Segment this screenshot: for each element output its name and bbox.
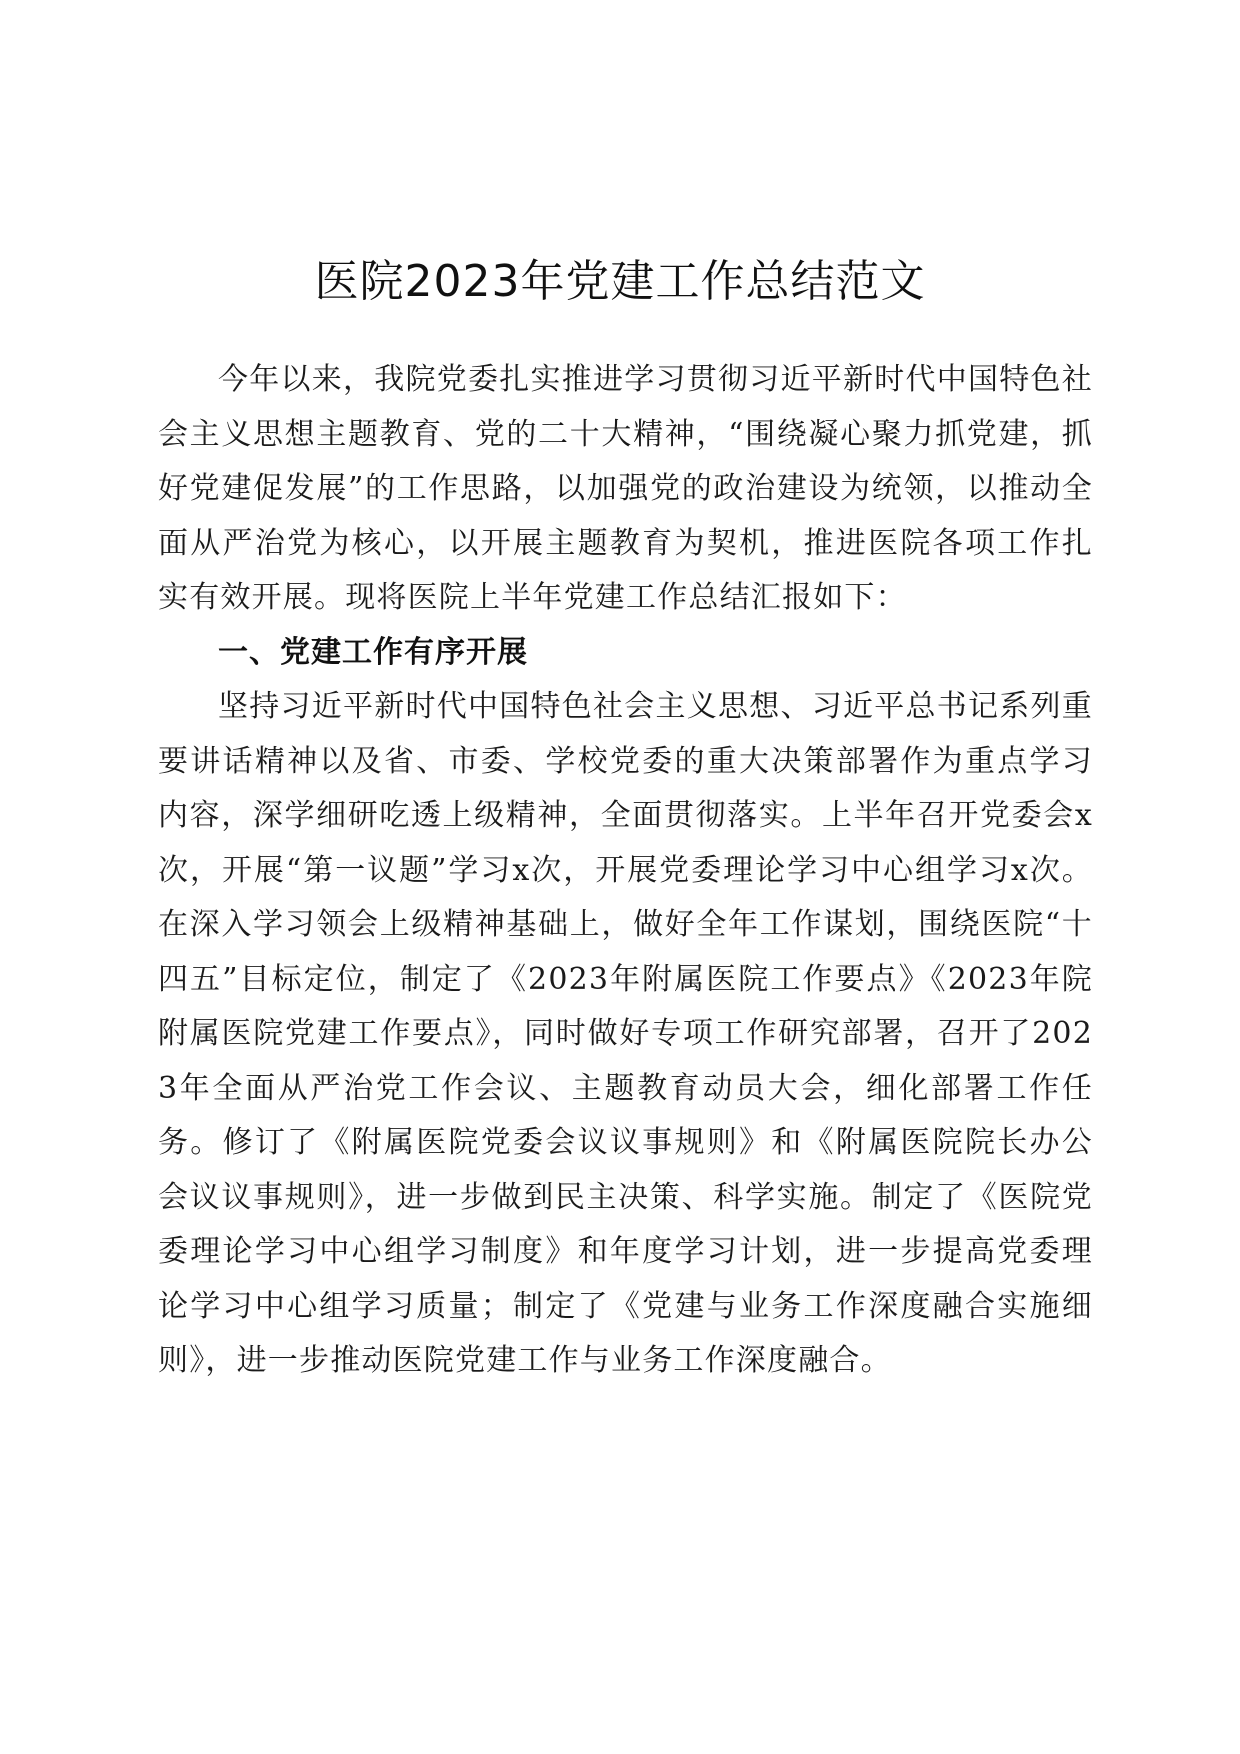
intro-paragraph: 今年以来，我院党委扎实推进学习贯彻习近平新时代中国特色社会主义思想主题教育、党的二十大精神，“围绕凝心聚力抓党建，抓好党建促发展”的工作思路，以加强党的政治建设为统领，以推动全面从严治党为核心，以开展主题教育为契机，推进医院各项工作扎实有效开展。现将医院上半年党建工作总结汇报如下： — [158, 362, 1093, 615]
section-heading-1: 一、党建工作有序开展 — [218, 634, 528, 670]
document-body — [158, 353, 1093, 1389]
document-title: 医院2023年党建工作总结范文 — [314, 256, 926, 307]
section-paragraph-1: 坚持习近平新时代中国特色社会主义思想、习近平总书记系列重要讲话精神以及省、市委、学校党委的重大决策部署作为重点学习内容，深学细研吃透上级精神，全面贯彻落实。上半年召开党委会x次，开展“第一议题”学习x次，开展党委理论学习中心组学习x次。在深入学习领会上级精神基础上，做好全年工作谋划，围绕医院“十四五”目标定位，制定了《2023年附属医院工作要点》《2023年院附属医院党建工作要点》，同时做好专项工作研究部署，召开了2023年全面从严治党工作会议、主题教育动员大会，细化部署工作任务。修订了《附属医院党委会议议事规则》和《附属医院院长办公会议议事规则》，进一步做到民主决策、科学实施。制定了《医院党委理论学习中心组学习制度》和年度学习计划，进一步提高党委理论学习中心组学习质量；制定了《党建与业务工作深度融合实施细则》，进一步推动医院党建工作与业务工作深度融合。 — [158, 689, 1093, 1378]
